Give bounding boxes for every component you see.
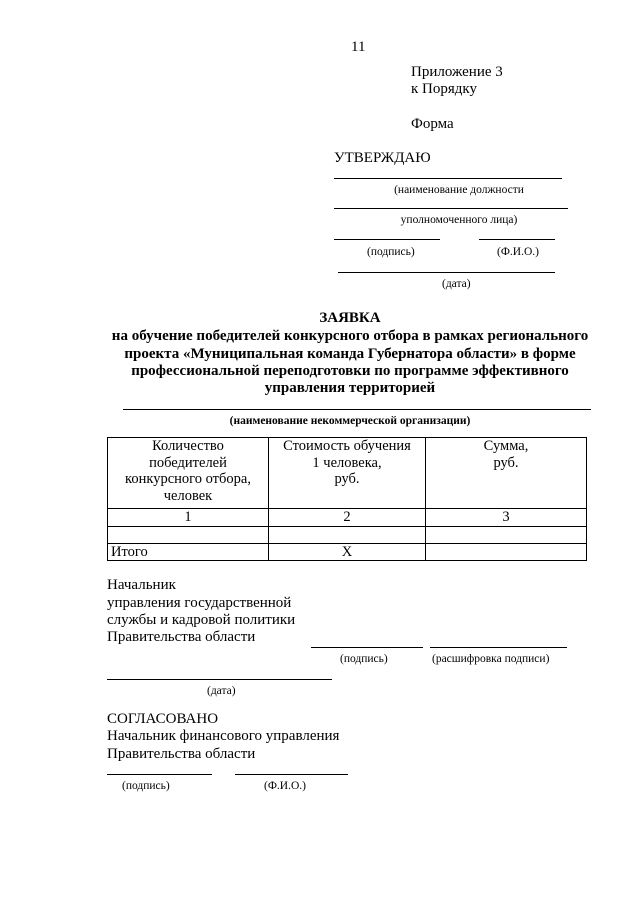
agreed-line-2: Правительства области [107, 746, 256, 762]
heading-line-1: на обучение победителей конкурсного отбора в рамках регионального [111, 328, 589, 344]
table-row [108, 526, 587, 543]
head-signature-caption: (подпись) [340, 653, 388, 665]
table-cell [108, 526, 269, 543]
agreed-fio-line [235, 774, 348, 775]
form-label: Форма [411, 116, 454, 132]
head-line-3: службы и кадровой политики [107, 612, 296, 628]
position-caption: (наименование должности [394, 184, 524, 196]
table-header-row [108, 438, 587, 509]
approval-signature-caption: (подпись) [367, 246, 415, 258]
table-number-row [108, 509, 587, 527]
head-line-2: управления государственной [107, 595, 292, 611]
approval-fio-line [479, 239, 555, 240]
org-caption: (наименование некоммерческой организации) [229, 415, 471, 427]
person-caption: уполномоченного лица) [400, 214, 518, 226]
agreed-signature-line [107, 774, 212, 775]
table-cell: 2 [269, 509, 426, 527]
agreed-fio-caption: (Ф.И.О.) [264, 780, 306, 792]
total-sum-cell [426, 543, 587, 561]
head-line-1: Начальник [107, 577, 176, 593]
heading-line-3: профессиональной переподготовки по программе эффективного [131, 363, 569, 379]
org-name-line [123, 409, 591, 410]
header-cell-sum: Сумма, руб. [426, 438, 587, 509]
head-decoding-caption: (расшифровка подписи) [432, 653, 550, 665]
header-cell-cost: Стоимость обучения 1 человека, руб. [269, 438, 426, 509]
table-total-row [108, 543, 587, 561]
head-signature-line [311, 647, 423, 648]
appendix-line-2: к Порядку [411, 81, 477, 97]
head-date-caption: (дата) [207, 685, 236, 697]
table-cell: 1 [108, 509, 269, 527]
appendix-line-1: Приложение 3 [411, 64, 503, 80]
total-label-cell: Итого [108, 543, 269, 561]
approval-title: УТВЕРЖДАЮ [334, 150, 431, 166]
cost-table [107, 437, 587, 561]
table-cell: 3 [426, 509, 587, 527]
document-title: ЗАЯВКА [319, 310, 381, 326]
total-x-cell: Х [269, 543, 426, 561]
agreed-line-1: Начальник финансового управления [107, 728, 340, 744]
table-cell [269, 526, 426, 543]
approval-date-line [338, 272, 555, 273]
agreed-title: СОГЛАСОВАНО [107, 711, 219, 727]
head-decoding-line [430, 647, 567, 648]
position-line [334, 178, 562, 179]
page-number: 11 [351, 39, 366, 55]
heading-line-2: проекта «Муниципальная команда Губернатора области» в форме [124, 346, 576, 362]
header-cell-count: Количество победителей конкурсного отбора, человек [108, 438, 269, 509]
head-line-4: Правительства области [107, 629, 256, 645]
heading-line-4: управления территорией [264, 380, 436, 396]
agreed-signature-caption: (подпись) [122, 780, 170, 792]
table-cell [426, 526, 587, 543]
head-date-line [107, 679, 332, 680]
approval-date-caption: (дата) [442, 278, 471, 290]
approval-fio-caption: (Ф.И.О.) [497, 246, 539, 258]
person-line [334, 208, 568, 209]
approval-signature-line [334, 239, 440, 240]
